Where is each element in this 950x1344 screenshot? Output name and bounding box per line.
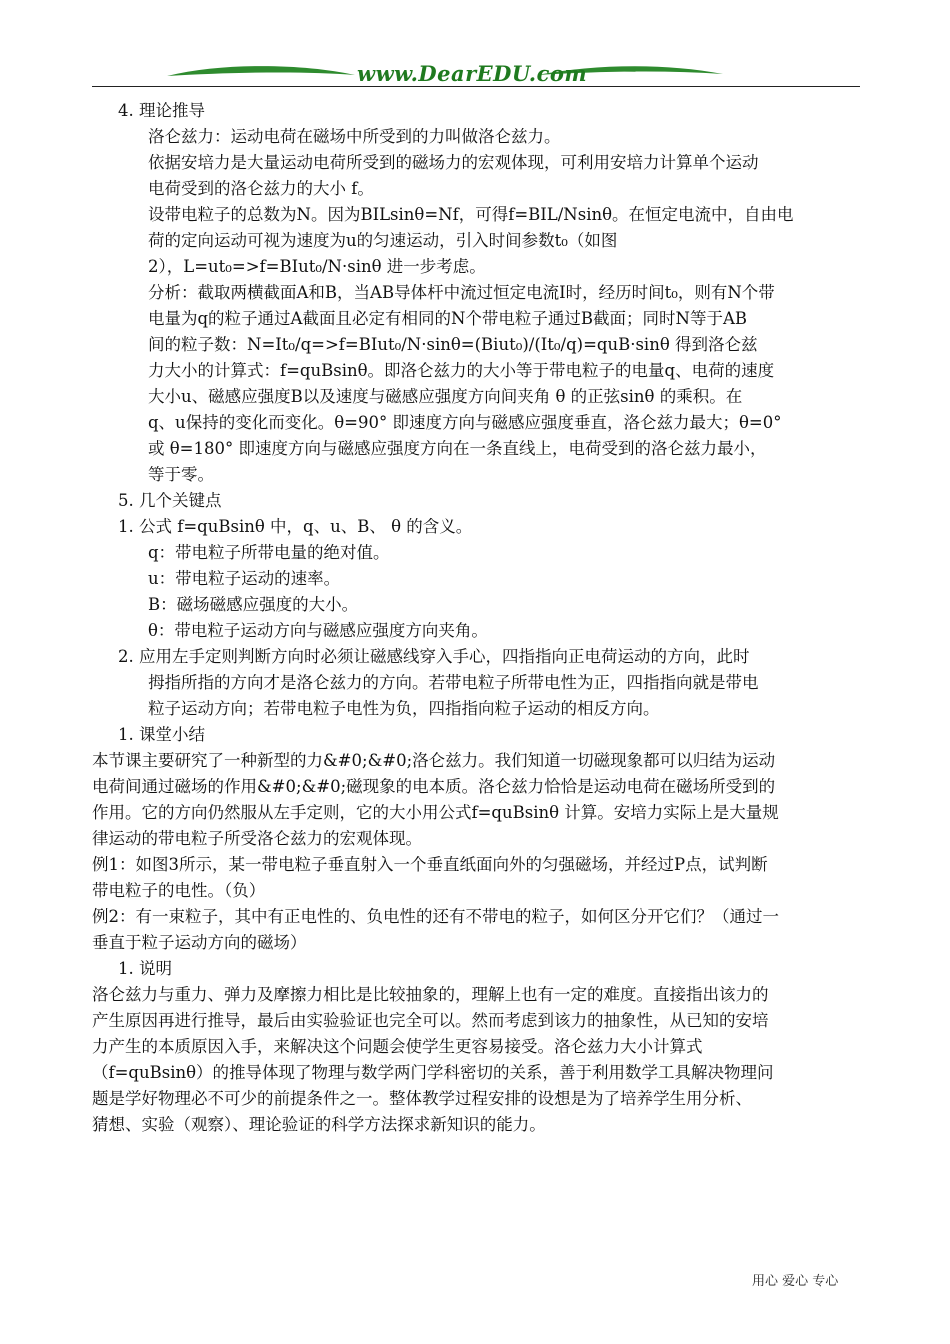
text-line: 依据安培力是大量运动电荷所受到的磁场力的宏观体现，可利用安培力计算单个运动 [148, 153, 759, 172]
text-line: 洛仑兹力：运动电荷在磁场中所受到的力叫做洛仑兹力。 [148, 127, 561, 146]
text-line: 本节课主要研究了一种新型的力&#0;&#0;洛仑兹力。我们知道一切磁现象都可以归结为运动 [92, 751, 776, 770]
text-line: 等于零。 [148, 465, 214, 484]
text-line: q：带电粒子所带电量的绝对值。 [148, 543, 390, 562]
text-line: 1. 说明 [118, 959, 172, 978]
text-line: 产生原因再进行推导，最后由实验验证也完全可以。然而考虑到该力的抽象性，从已知的安培 [92, 1011, 769, 1030]
text-line: B：磁场磁感应强度的大小。 [148, 595, 359, 614]
text-line: 2），L=ut₀=>f=BIut₀/N·sinθ 进一步考虑。 [148, 257, 486, 276]
text-line: 题是学好物理必不可少的前提条件之一。整体教学过程安排的设想是为了培养学生用分析、 [92, 1089, 752, 1108]
text-line: 1. 课堂小结 [118, 725, 205, 744]
text-line: 5. 几个关键点 [118, 491, 222, 510]
text-line: u：带电粒子运动的速率。 [148, 569, 341, 588]
text-line: 带电粒子的电性。（负） [92, 881, 266, 900]
text-line: 2. 应用左手定则判断方向时必须让磁感线穿入手心，四指指向正电荷运动的方向，此时 [118, 647, 750, 666]
text-line: 力大小的计算式：f=quBsinθ。即洛仑兹力的大小等于带电粒子的电量q、电荷的速度 [148, 361, 775, 380]
text-line: 电荷受到的洛仑兹力的大小 f。 [148, 179, 374, 198]
text-line: 分析：截取两横截面A和B，当AB导体杆中流过恒定电流I时，经历时间t₀，则有N个带 [148, 283, 775, 302]
text-line: （f=quBsinθ）的推导体现了物理与数学两门学科密切的关系，善于利用数学工具解决物理问 [92, 1063, 774, 1082]
text-line: 例2：有一束粒子，其中有正电性的、负电性的还有不带电的粒子，如何区分开它们？（通过一 [92, 907, 779, 926]
logo-text: www.DearEDU.com [357, 61, 588, 86]
text-line: 例1：如图3所示，某一带电粒子垂直射入一个垂直纸面向外的匀强磁场，并经过P点，试判断 [92, 855, 768, 874]
text-line: 荷的定向运动可视为速度为u的匀速运动，引入时间参数t₀（如图 [148, 231, 618, 250]
document-body [92, 98, 862, 1138]
text-line: 或 θ=180° 即速度方向与磁感应强度方向在一条直线上，电荷受到的洛仑兹力最小， [148, 439, 767, 458]
text-line: 垂直于粒子运动方向的磁场） [92, 933, 307, 952]
text-line: θ：带电粒子运动方向与磁感应强度方向夹角。 [148, 621, 488, 640]
page-footer: 用心 爱心 专心 [752, 1274, 839, 1289]
text-line: 猜想、实验（观察）、理论验证的科学方法探求新知识的能力。 [92, 1115, 546, 1134]
text-line: 力产生的本质原因入手，来解决这个问题会使学生更容易接受。洛仑兹力大小计算式 [92, 1037, 703, 1056]
text-line: 电荷间通过磁场的作用&#0;&#0;磁现象的电本质。洛仑兹力恰恰是运动电荷在磁场所受到的 [92, 777, 776, 796]
text-line: 1. 公式 f=quBsinθ 中，q、u、B、 θ 的含义。 [118, 517, 473, 536]
header-divider [92, 86, 860, 87]
text-line: 律运动的带电粒子所受洛仑兹力的宏观体现。 [92, 829, 422, 848]
text-line: 电量为q的粒子通过A截面且必定有相同的N个带电粒子通过B截面；同时N等于AB [148, 309, 748, 328]
text-line: 设带电粒子的总数为N。因为BILsinθ=Nf，可得f=BIL/Nsinθ。在恒定电流中，自由电 [148, 205, 794, 224]
text-line: 大小u、磁感应强度B以及速度与磁感应强度方向间夹角 θ 的正弦sinθ 的乘积。在 [148, 387, 743, 406]
text-line: 洛仑兹力与重力、弹力及摩擦力相比是比较抽象的，理解上也有一定的难度。直接指出该力的 [92, 985, 769, 1004]
text-line: 拇指所指的方向才是洛仑兹力的方向。若带电粒子所带电性为正，四指指向就是带电 [148, 673, 759, 692]
text-line: 作用。它的方向仍然服从左手定则，它的大小用公式f=quBsinθ 计算。安培力实际上是大量规 [92, 803, 779, 822]
text-line: 间的粒子数：N=It₀/q=>f=BIut₀/N·sinθ=(Biut₀)/(It₀/q)=quB·sinθ 得到洛仑兹 [148, 335, 758, 354]
text-line: q、u保持的变化而变化。θ=90° 即速度方向与磁感应强度垂直，洛仑兹力最大；θ=0° [148, 413, 782, 432]
text-line: 粒子运动方向；若带电粒子电性为负，四指指向粒子运动的相反方向。 [148, 699, 660, 718]
text-line: 4. 理论推导 [118, 101, 205, 120]
